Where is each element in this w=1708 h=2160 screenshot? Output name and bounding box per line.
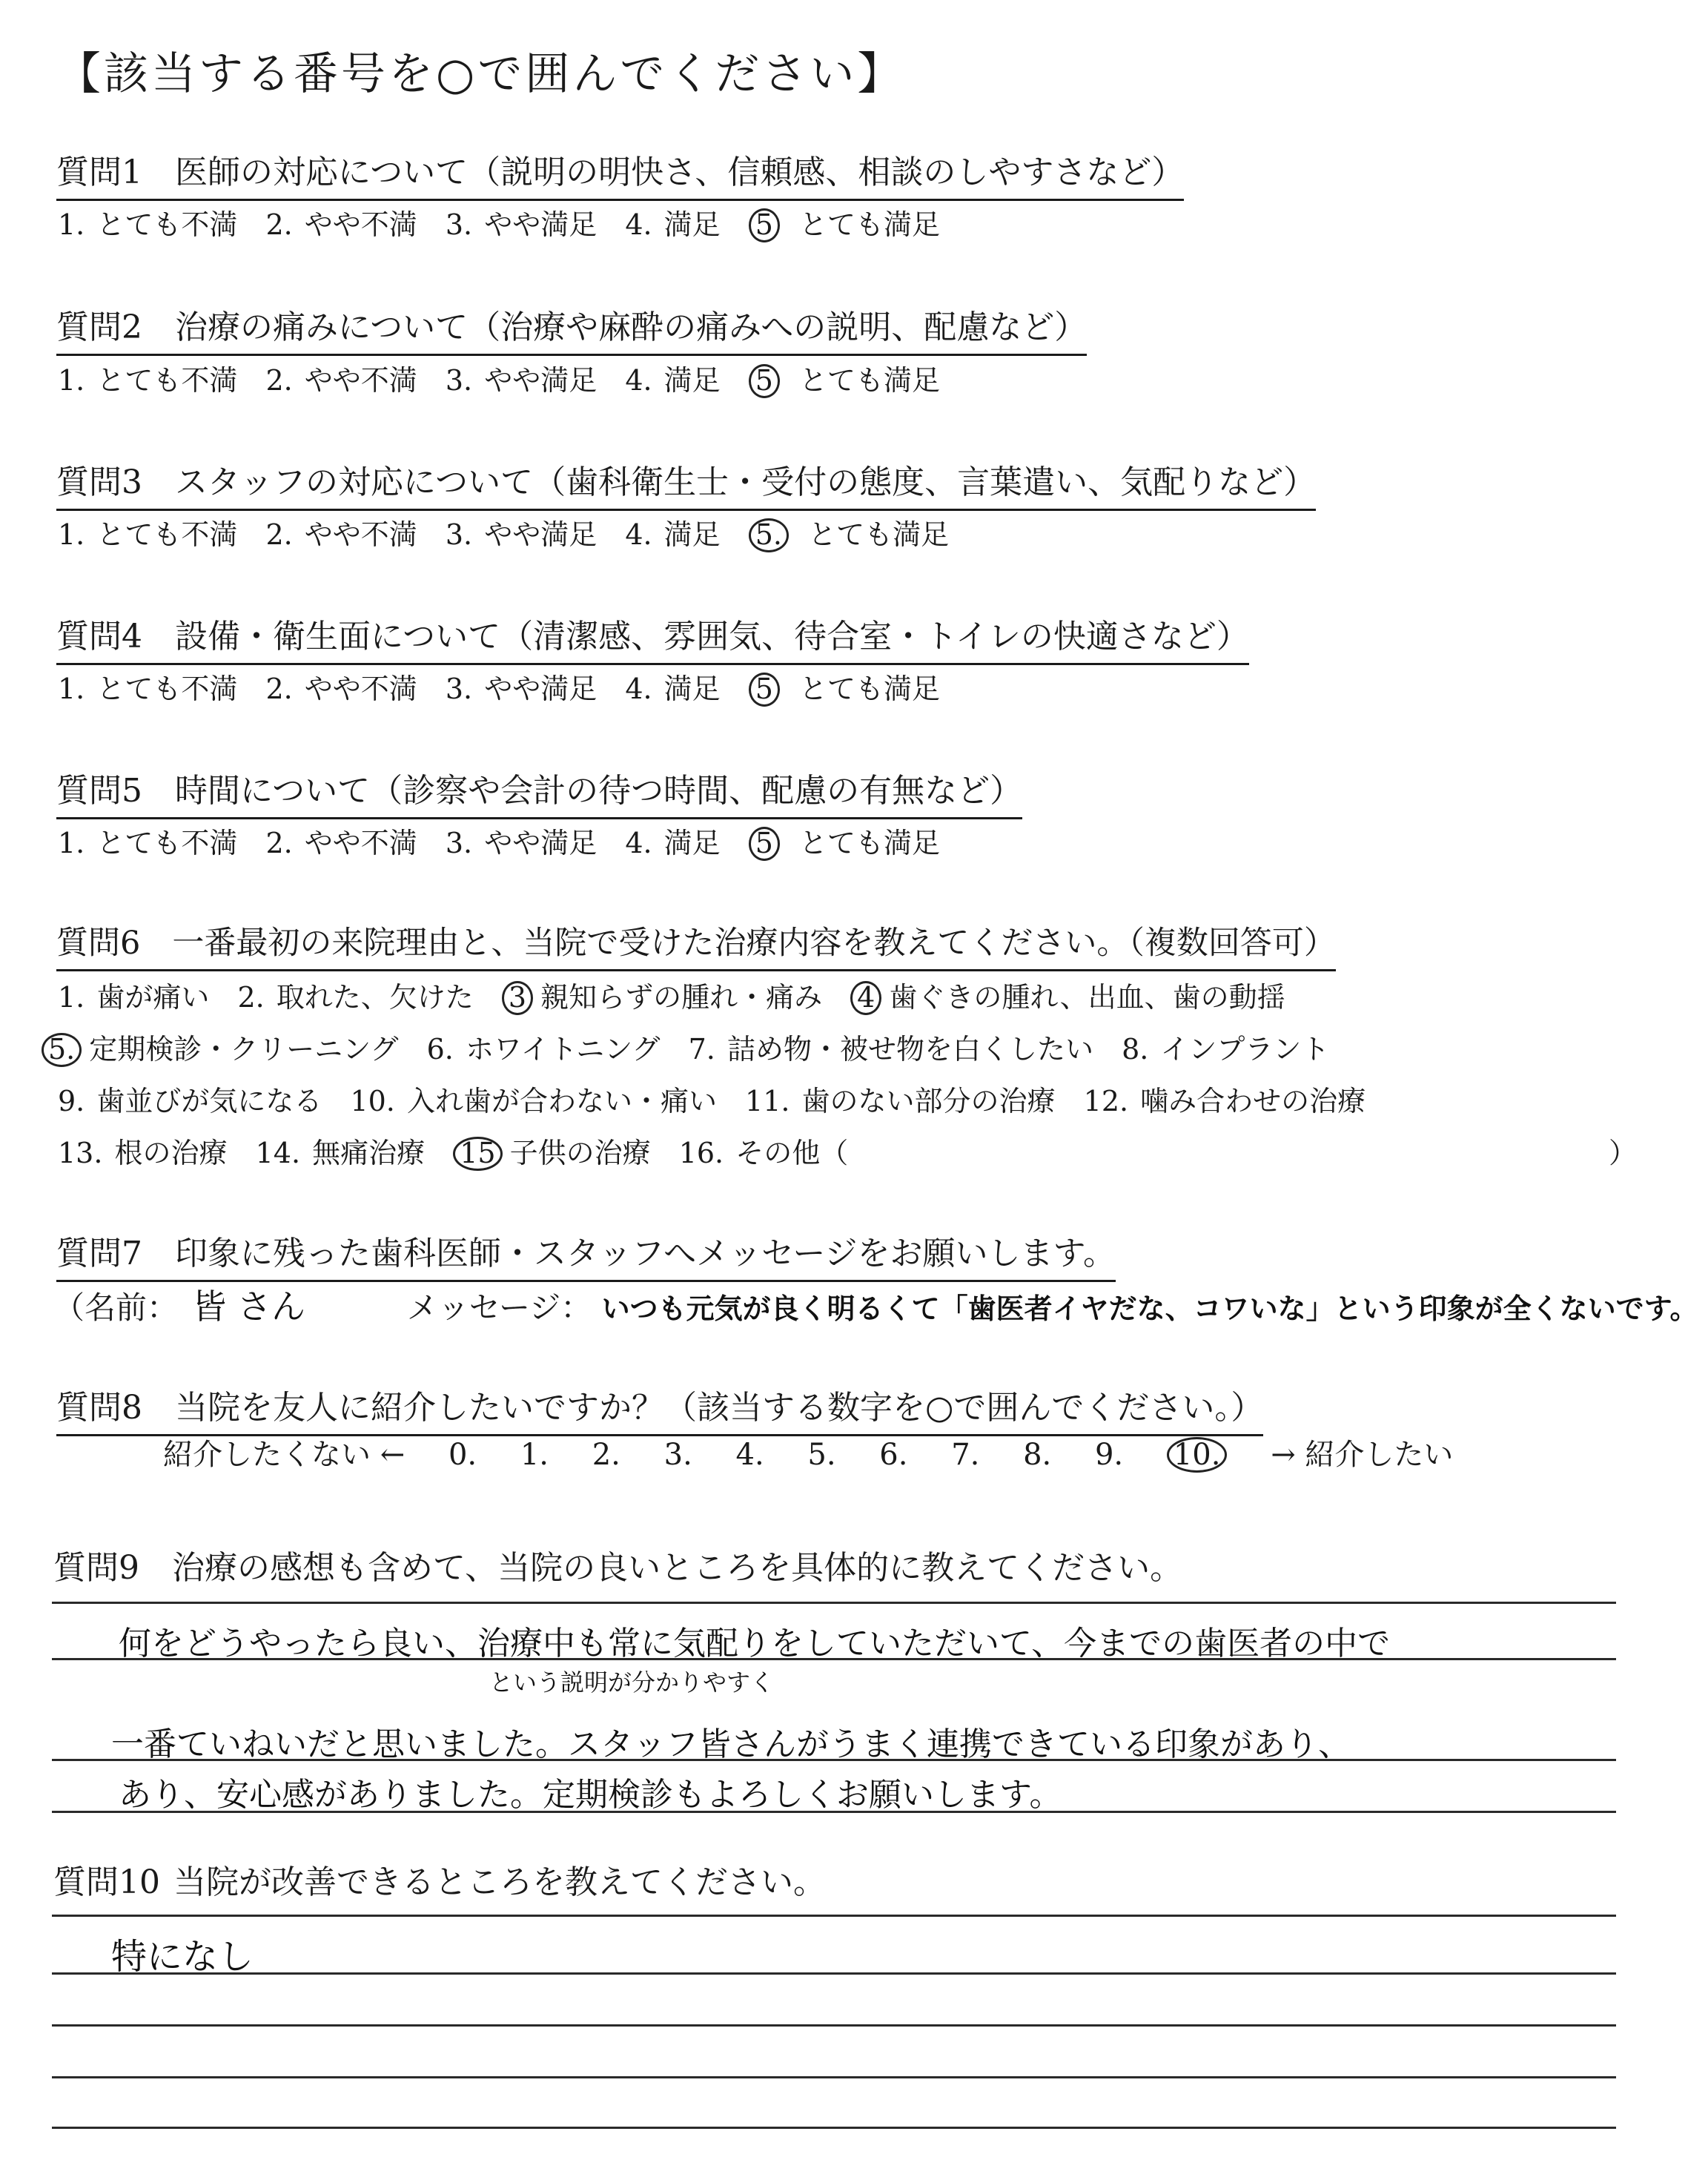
q7-message-value[interactable]: いつも元気が良く明るくて「歯医者イヤだな、コワいな」という印象が全くないです。	[601, 1292, 1698, 1325]
q4-option-5-text: とても満足	[799, 673, 941, 705]
q2-option-1[interactable]: 1. とても不満	[58, 364, 238, 397]
question-6-title: 質問6 一番最初の来院理由と、当院で受けた治療内容を教えてください。（複数回答可）	[56, 918, 1336, 971]
question-9-title: 質問9 治療の感想も含めて、当院の良いところを具体的に教えてください。	[53, 1549, 1183, 1587]
q3-option-4[interactable]: 4. 満足	[625, 518, 721, 551]
q5-option-5-text: とても満足	[799, 827, 941, 859]
q9-answer-line-3[interactable]: あり、安心感がありました。定期検診もよろしくお願いします。	[119, 1776, 1062, 1814]
q9-rule-2	[52, 1658, 1616, 1660]
q1-option-4[interactable]: 4. 満足	[625, 208, 721, 241]
q6-row-3	[58, 1078, 1382, 1119]
q8-scale	[163, 1431, 1487, 1473]
q6-option-4-text: 歯ぐきの腫れ、出血、歯の動揺	[889, 981, 1285, 1014]
q6-option-10[interactable]: 10. 入れ歯が合わない・痛い	[350, 1085, 717, 1117]
q6-row-2	[42, 1026, 1345, 1067]
question-3-options	[58, 512, 965, 552]
q1-option-2[interactable]: 2. やや不満	[265, 208, 417, 241]
question-4-options	[58, 666, 956, 707]
q7-message-label: メッセージ：	[406, 1289, 592, 1326]
q8-right-label: → 紹介したい	[1271, 1438, 1454, 1472]
q6-option-5-circle[interactable]: 5.	[42, 1033, 82, 1067]
q8-scale-1[interactable]: 1.	[520, 1438, 549, 1472]
q6-row-4	[58, 1130, 864, 1171]
q8-scale-2[interactable]: 2.	[592, 1438, 620, 1472]
q9-answer-line-2[interactable]: 一番ていねいだと思いました。スタッフ皆さんがうまく連携できている印象があり、	[111, 1725, 1351, 1763]
q2-option-4[interactable]: 4. 満足	[625, 364, 721, 397]
q1-option-3[interactable]: 3. やや満足	[445, 208, 598, 241]
question-5-title: 質問5 時間について（診察や会計の待つ時間、配慮の有無など）	[56, 764, 1022, 819]
q10-rule-1	[52, 1915, 1616, 1917]
q1-option-1[interactable]: 1. とても不満	[58, 208, 238, 241]
q3-selected-circle[interactable]: 5.	[749, 518, 789, 552]
q1-selected-circle[interactable]: 5	[749, 208, 780, 242]
q8-scale-3[interactable]: 3.	[663, 1438, 692, 1472]
q9-answer-insert[interactable]: という説明が分かりやすく	[489, 1668, 775, 1697]
q6-option-12[interactable]: 12. 噛み合わせの治療	[1083, 1085, 1366, 1117]
q4-option-2[interactable]: 2. やや不満	[265, 673, 417, 705]
q6-option-15-text: 子供の治療	[509, 1137, 651, 1169]
q8-selected-circle[interactable]: 10.	[1167, 1437, 1228, 1473]
q5-option-4[interactable]: 4. 満足	[625, 827, 721, 859]
q6-option-16[interactable]: 16. その他（	[678, 1137, 849, 1169]
q7-name-value[interactable]: 皆 さん	[192, 1287, 305, 1327]
question-4-title: 質問4 設備・衛生面について（清潔感、雰囲気、待合室・トイレの快適さなど）	[56, 610, 1249, 665]
question-1-title: 質問1 医師の対応について（説明の明快さ、信頼感、相談のしやすさなど）	[56, 145, 1184, 201]
q6-option-7[interactable]: 7. 詰め物・被せ物を白くしたい	[688, 1033, 1093, 1066]
q6-option-13[interactable]: 13. 根の治療	[58, 1137, 228, 1169]
q4-option-3[interactable]: 3. やや満足	[445, 673, 598, 705]
q9-rule-3	[52, 1759, 1616, 1761]
question-1-options	[58, 202, 956, 242]
q6-option-4-circle[interactable]: 4	[850, 981, 881, 1015]
q6-option-14[interactable]: 14. 無痛治療	[255, 1137, 426, 1169]
q6-option-3-circle[interactable]: 3	[502, 981, 533, 1015]
question-2-title: 質問2 治療の痛みについて（治療や麻酔の痛みへの説明、配慮など）	[56, 300, 1087, 356]
q4-option-1[interactable]: 1. とても不満	[58, 673, 238, 705]
q10-rule-4	[52, 2076, 1616, 2078]
q6-option-8[interactable]: 8. インプラント	[1122, 1033, 1330, 1066]
q6-option-11[interactable]: 11. 歯のない部分の治療	[745, 1085, 1056, 1117]
page-title: 【該当する番号を○で囲んでください】	[56, 48, 905, 100]
q3-option-1[interactable]: 1. とても不満	[58, 518, 238, 551]
q9-answer-line-1[interactable]: 何をどうやったら良い、治療中も常に気配りをしていただいて、今までの歯医者の中で	[119, 1625, 1391, 1662]
question-10-title: 質問10 当院が改善できるところを教えてください。	[53, 1863, 826, 1901]
q4-option-4[interactable]: 4. 満足	[625, 673, 721, 705]
q5-selected-circle[interactable]: 5	[749, 827, 780, 861]
q8-scale-8[interactable]: 8.	[1023, 1438, 1052, 1472]
q6-row-1	[58, 974, 1302, 1015]
q8-left-label: 紹介したくない ←	[163, 1438, 406, 1472]
q8-scale-0[interactable]: 0.	[448, 1438, 477, 1472]
q7-name-label: （名前：	[53, 1289, 179, 1326]
q6-option-6[interactable]: 6. ホワイトニング	[426, 1033, 661, 1066]
question-5-options	[58, 820, 956, 861]
q6-option-1[interactable]: 1. 歯が痛い	[58, 981, 210, 1014]
q10-answer[interactable]: 特になし	[111, 1936, 254, 1978]
q5-option-3[interactable]: 3. やや満足	[445, 827, 598, 859]
q8-scale-7[interactable]: 7.	[951, 1438, 980, 1472]
q4-selected-circle[interactable]: 5	[749, 673, 780, 707]
q9-rule-1	[52, 1602, 1616, 1604]
q2-option-3[interactable]: 3. やや満足	[445, 364, 598, 397]
question-8-title: 質問8 当院を友人に紹介したいですか？（該当する数字を○で囲んでください。）	[56, 1381, 1263, 1436]
q6-option-5-text: 定期検診・クリーニング	[89, 1033, 399, 1066]
question-7-title: 質問7 印象に残った歯科医師・スタッフへメッセージをお願いします。	[56, 1226, 1116, 1282]
q6-other-close-paren: ）	[1609, 1137, 1638, 1169]
q8-scale-5[interactable]: 5.	[807, 1438, 836, 1472]
q10-rule-3	[52, 2024, 1616, 2027]
q6-option-15-circle[interactable]: 15	[453, 1137, 502, 1171]
q6-option-9[interactable]: 9. 歯並びが気になる	[58, 1085, 322, 1117]
q1-option-5-text: とても満足	[799, 208, 941, 241]
q5-option-1[interactable]: 1. とても不満	[58, 827, 238, 859]
question-2-options	[58, 357, 956, 398]
q6-option-2[interactable]: 2. 取れた、欠けた	[237, 981, 474, 1014]
q3-option-2[interactable]: 2. やや不満	[265, 518, 417, 551]
q8-scale-6[interactable]: 6.	[879, 1438, 908, 1472]
q3-option-3[interactable]: 3. やや満足	[445, 518, 598, 551]
q10-rule-5	[52, 2127, 1616, 2129]
q8-scale-4[interactable]: 4.	[735, 1438, 764, 1472]
q8-scale-9[interactable]: 9.	[1094, 1438, 1124, 1472]
q2-option-5-text: とても満足	[799, 364, 941, 397]
q2-option-2[interactable]: 2. やや不満	[265, 364, 417, 397]
q6-option-3-text: 親知らずの腫れ・痛み	[540, 981, 823, 1014]
q3-option-5-text: とても満足	[808, 518, 950, 551]
q10-rule-2	[52, 1972, 1616, 1975]
q9-rule-4	[52, 1811, 1616, 1813]
q5-option-2[interactable]: 2. やや不満	[265, 827, 417, 859]
q2-selected-circle[interactable]: 5	[749, 364, 780, 398]
question-3-title: 質問3 スタッフの対応について（歯科衛生士・受付の態度、言葉遣い、気配りなど）	[56, 455, 1316, 511]
q7-answer-row	[53, 1280, 1698, 1329]
